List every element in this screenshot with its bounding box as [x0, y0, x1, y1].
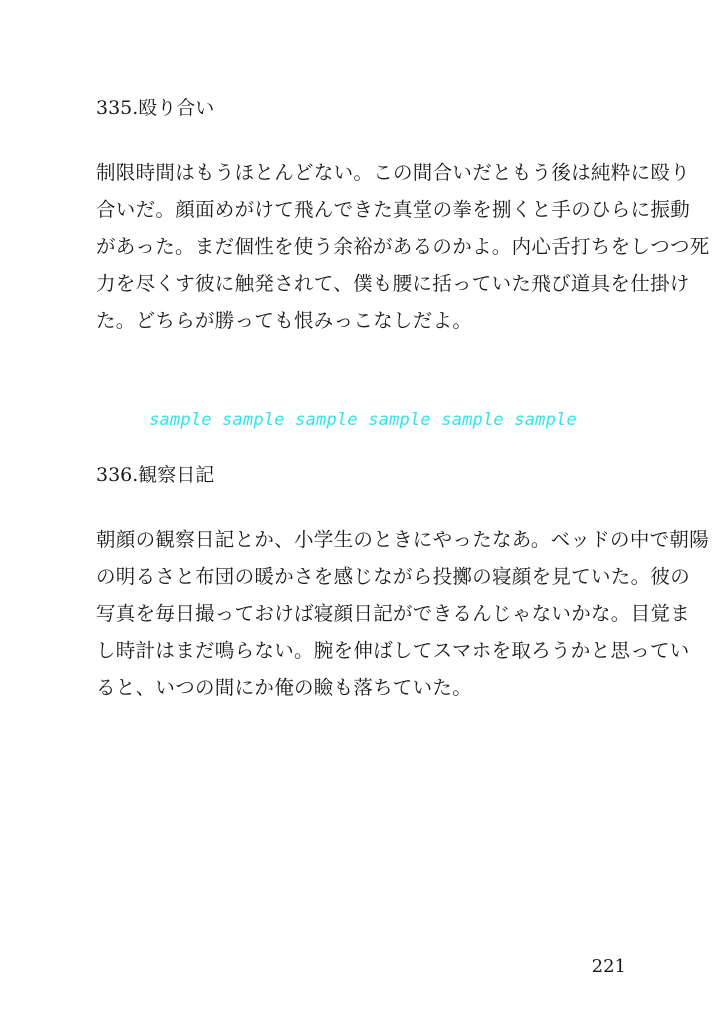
- sample-watermark: sample sample sample sample sample sample: [149, 410, 577, 430]
- paragraph-line: があった。まだ個性を使う余裕があるのかよ。内心舌打ちをしつつ死: [96, 235, 710, 258]
- paragraph-line: 力を尽くす彼に触発されて、僕も腰に括っていた飛び道具を仕掛け: [96, 272, 690, 295]
- section-paragraph: [96, 521, 710, 706]
- paragraph-line: 合いだ。顔面めがけて飛んできた真堂の拳を捌くと手のひらに振動: [96, 198, 691, 221]
- section-heading: 336.観察日記: [96, 464, 215, 486]
- section-heading: 335.殴り合い: [96, 97, 215, 119]
- paragraph-line: の明るさと布団の暖かさを感じながら投擲の寝顔を見ていた。彼の: [96, 565, 691, 588]
- section-paragraph: [96, 154, 710, 339]
- paragraph-line: 写真を毎日撮っておけば寝顔日記ができるんじゃないかな。目覚ま: [96, 602, 691, 625]
- paragraph-line: 朝顔の観察日記とか、小学生のときにやったなあ。ベッドの中で朝陽: [96, 528, 710, 551]
- paragraph-line: ると、いつの間にか俺の瞼も落ちていた。: [96, 676, 473, 699]
- paragraph-line: 制限時間はもうほとんどない。この間合いだともう後は純粋に殴り: [96, 161, 691, 184]
- paragraph-line: た。どちらが勝っても恨みっこなしだよ。: [96, 309, 473, 332]
- page-number: 221: [591, 956, 626, 977]
- paragraph-line: し時計はまだ鳴らない。腕を伸ばしてスマホを取ろうかと思ってい: [96, 639, 690, 662]
